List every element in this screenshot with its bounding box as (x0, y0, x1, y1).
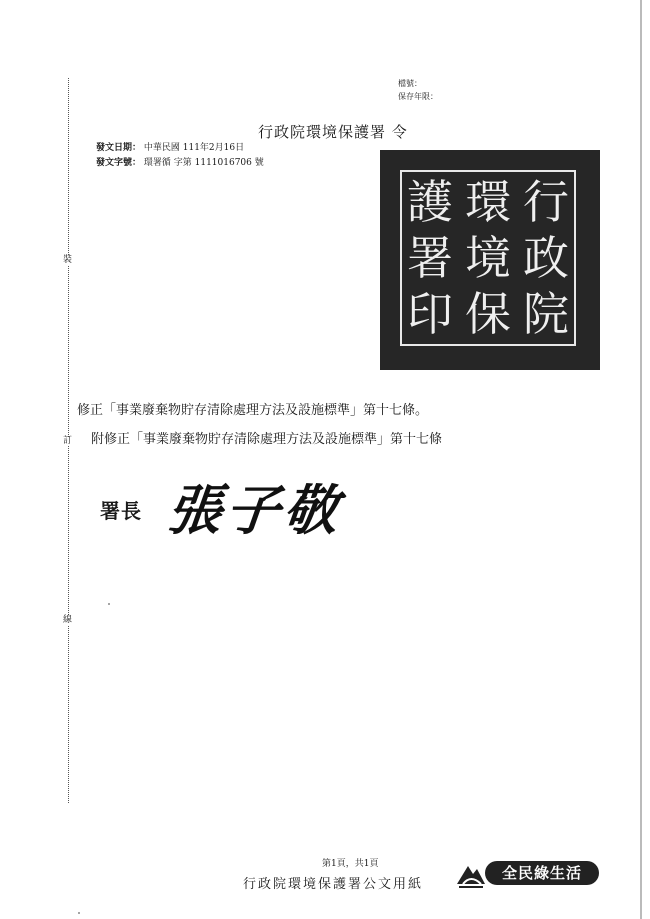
logo-text: 全民綠生活 (485, 861, 599, 885)
order-text: 修正「事業廢棄物貯存清除處理方法及設施標準」第十七條。 (77, 403, 429, 418)
file-number-label: 檔號： (398, 79, 422, 88)
signatory-signature: 張子敬 (164, 478, 345, 542)
seal-char: 行 (523, 175, 569, 229)
binding-mark-ding: 訂 (63, 436, 73, 446)
scan-speck (108, 603, 110, 605)
document-number (96, 158, 264, 169)
document-number-value: 環署循 字第 1111016706 號 (143, 158, 264, 168)
binding-mark-zhuang: 裝 (63, 255, 73, 265)
page-number: 第1頁，共1頁 (322, 859, 379, 869)
seal-char: 院 (523, 287, 569, 341)
official-seal (380, 150, 600, 370)
seal-border (400, 170, 576, 346)
issue-date-value: 中華民國 111年2月16日 (143, 143, 245, 153)
binding-mark-xian: 線 (63, 615, 73, 625)
seal-char: 護 (407, 175, 453, 229)
issue-date (96, 143, 244, 154)
issue-date-label: 發文日期： (96, 143, 142, 153)
seal-char: 環 (465, 175, 511, 229)
seal-char: 保 (465, 287, 511, 341)
signatory-title: 署長 (100, 499, 142, 523)
seal-char: 政 (523, 231, 569, 285)
letterhead-paper-label: 行政院環境保護署公文用紙 (243, 877, 424, 892)
retention-period-label: 保存年限： (398, 92, 438, 101)
mountain-logo-icon (455, 860, 487, 888)
seal-char: 印 (407, 287, 453, 341)
document-title: 行政院環境保護署 令 (258, 123, 408, 141)
scan-speck (78, 912, 80, 914)
seal-char: 境 (465, 231, 511, 285)
document-number-label: 發文字號： (96, 158, 142, 168)
page-edge (640, 0, 642, 919)
attachment-text: 附修正「事業廢棄物貯存清除處理方法及設施標準」第十七條 (91, 432, 443, 447)
seal-char: 署 (407, 231, 453, 285)
green-living-logo (455, 858, 603, 888)
